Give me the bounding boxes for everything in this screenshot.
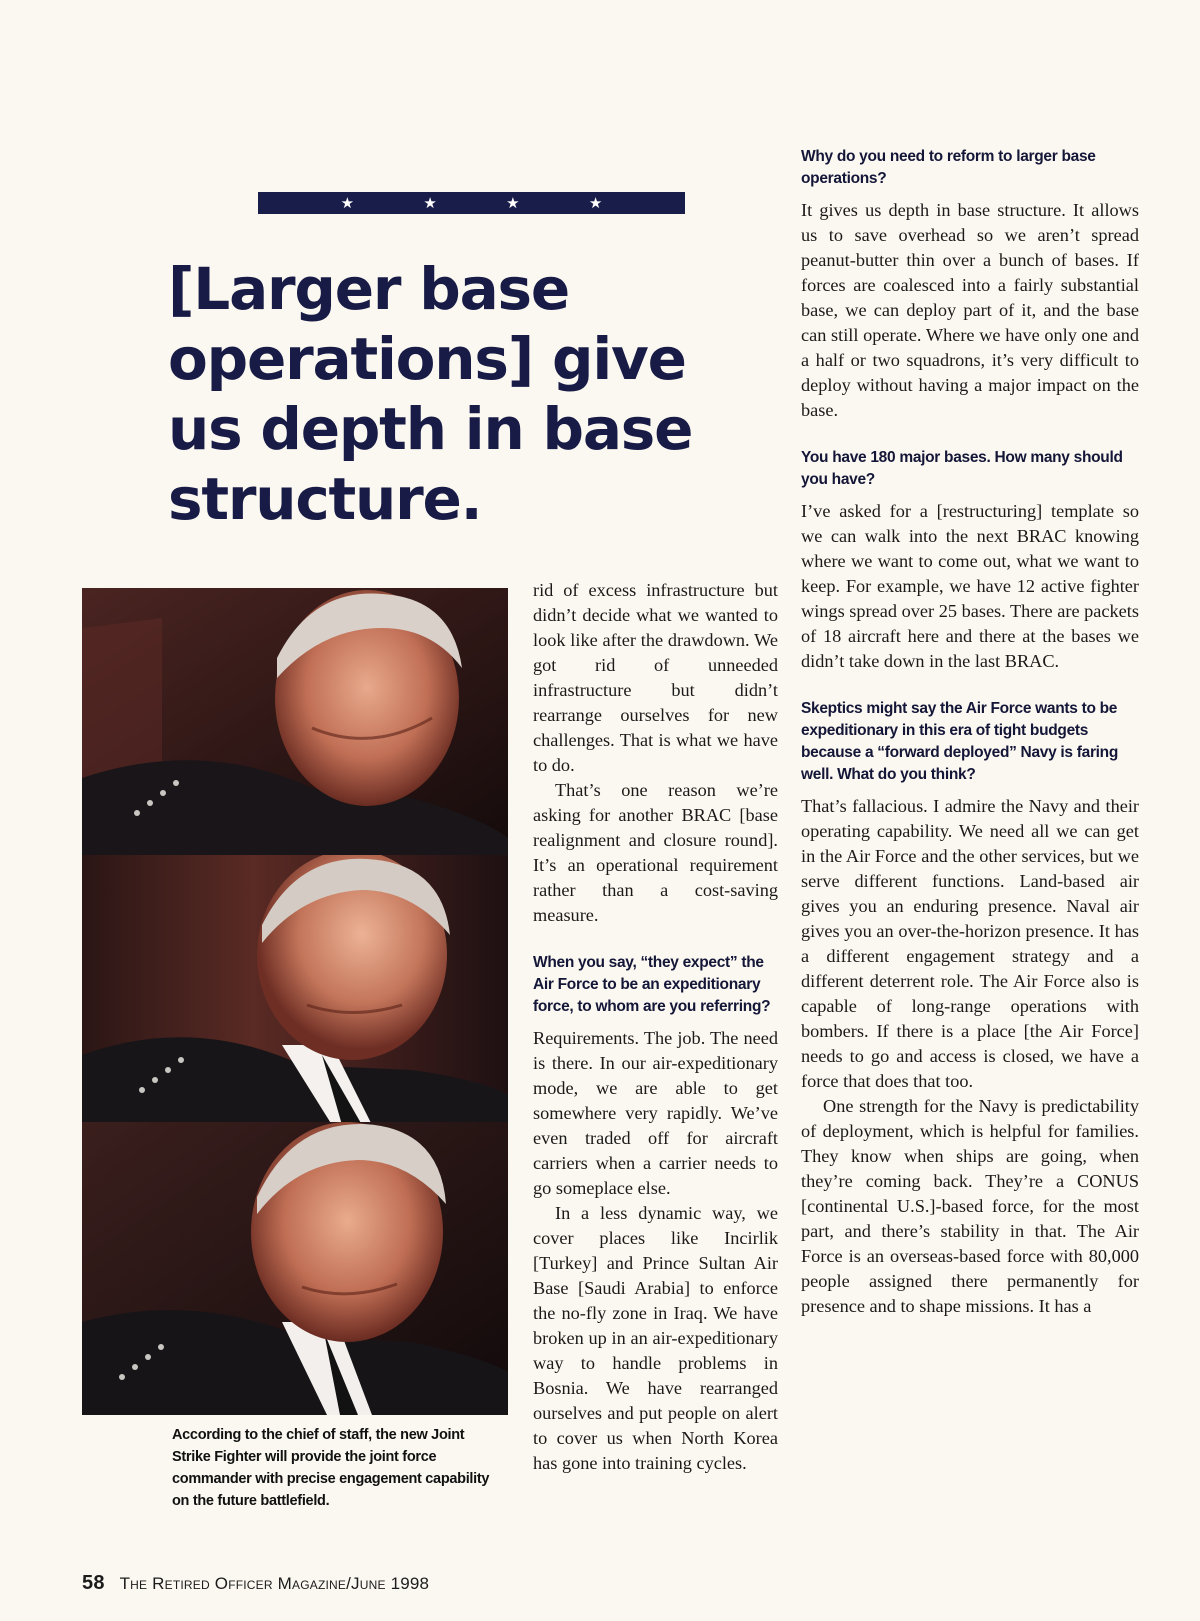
body-paragraph: Requirements. The job. The need is there. In our air-expeditionary mode, we are able to get somewhere very rapidly. We’ve even traded off for aircraft carriers when a carrier needs to go someplace else. (533, 1028, 778, 1198)
portrait-frame (82, 1122, 508, 1415)
star-icon: ★ (423, 194, 437, 212)
star-icon: ★ (340, 194, 355, 212)
middle-column (533, 578, 778, 1476)
right-column (801, 146, 1139, 1319)
body-paragraph: That’s fallacious. I admire the Navy and their operating capability. We need all we can get in the Air Force and the other services, but we serve different functions. Land-based air gives you an enduring presence. Naval air gives you an over-the-horizon presence. It has a different engagement strategy and a different deterrent role. The Air Force also is capable of long-range operations with bombers. If there is a place [the Air Force] needs to go and access is closed, we have a force that does that too. (801, 796, 1139, 1091)
body-paragraph: It gives us depth in base structure. It allows us to save overhead so we aren’t spread peanut-butter thin over a bunch of bases. If forces are coalesced into a fairly substantial base, we can deploy part of it, and the base can still operate. Where we have only one and a half or two squadrons, it’s very difficult to deploy without having a major impact on the base. (801, 200, 1139, 420)
portrait-photo-strip (82, 588, 508, 1415)
star-icon: ★ (506, 194, 520, 212)
body-paragraph: In a less dynamic way, we cover places like Incirlik [Turkey] and Prince Sultan Air Base [Saudi Arabia] to enforce the no-fly zone in Iraq. We have broken up in an air-expeditionary way to handle problems in Bosnia. We have rearranged ourselves and put people on alert to cover us when North Korea has gone into training cycles. (533, 1203, 778, 1473)
page-number: 58 (82, 1572, 105, 1594)
star-icon: ★ (588, 194, 603, 212)
interview-question: You have 180 major bases. How many should you have? (801, 449, 1123, 488)
interview-question: When you say, “they expect” the Air Force to be an expeditionary force, to whom are you referring? (533, 954, 771, 1015)
body-paragraph: I’ve asked for a [restructuring] template so we can walk into the next BRAC knowing where we want to come out, what we want to keep. For example, we have 12 active fighter wings spread over 25 bases. There are packets of 18 aircraft here and there at the bases we didn’t take down in the last BRAC. (801, 501, 1139, 671)
body-paragraph: That’s one reason we’re asking for another BRAC [base realignment and closure round]. It’s an operational requirement rather than a cost-saving measure. (533, 780, 778, 925)
interview-question: Why do you need to reform to larger base operations? (801, 148, 1096, 187)
page-footer (82, 1572, 429, 1595)
publication-masthead: The Retired Officer Magazine/June 1998 (119, 1574, 430, 1593)
body-paragraph: rid of excess infrastructure but didn’t decide what we wanted to look like after the drawdown. We got rid of unneeded infrastructure but didn’t rearrange ourselves for new challenges. That is what we have to do. (533, 580, 778, 775)
interview-question: Skeptics might say the Air Force wants to be expeditionary in this era of tight budgets because a “forward deployed” Navy is faring well. What do you think? (801, 700, 1119, 783)
portrait-frame (82, 855, 508, 1125)
pull-quote: [Larger base operations] give us depth in base structure. (168, 255, 693, 533)
body-paragraph: One strength for the Navy is predictability of deployment, which is helpful for families. They know when ships are going, when they’re coming back. They’re a CONUS [continental U.S.]-based force, for the most part, and there’s stability in that. The Air Force is an overseas-based force with 80,000 people assigned there permanently for presence and to shape missions. It has a (801, 1096, 1139, 1316)
portrait-frame (82, 588, 508, 858)
photo-caption: According to the chief of staff, the new Joint Strike Fighter will provide the joint force commander with precise engagement capability on the future battlefield. (172, 1427, 490, 1509)
star-bar (258, 192, 685, 214)
